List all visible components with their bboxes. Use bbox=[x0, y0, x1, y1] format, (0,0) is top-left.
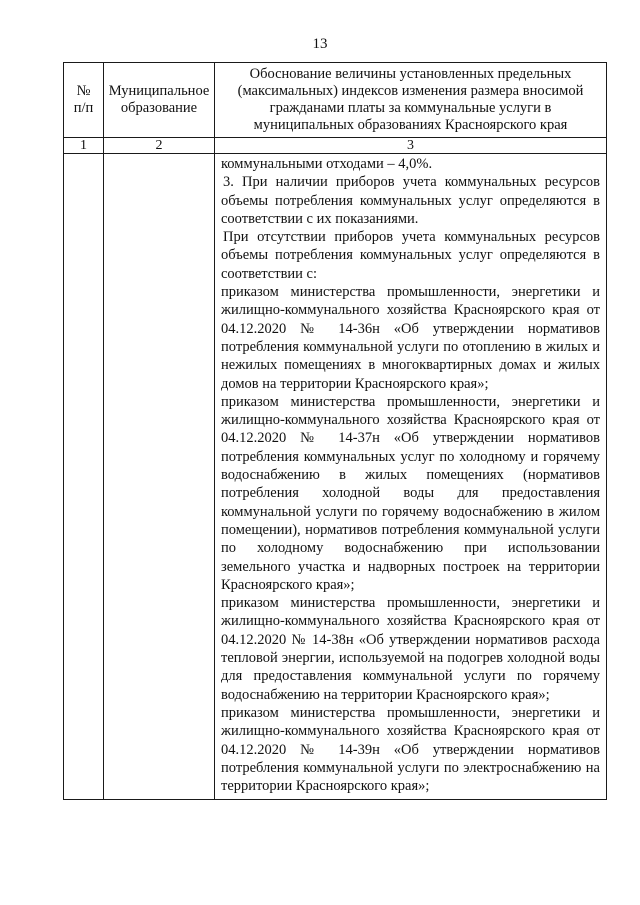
column-index-3: 3 bbox=[215, 138, 607, 154]
header-municipality: Муниципальное образование bbox=[104, 63, 215, 138]
paragraph-order-14-38n: приказом министерства промышленности, энергетики и жилищно-коммунального хозяйства Красноярского края от 04.12.2020 № 14-38н «Об утверждении нормативов расхода тепловой энергии, используемой на подогрев холодной воды для предоставления коммунальной услуги по горячему водоснабжению на территории Красноярского края»; bbox=[221, 595, 600, 703]
row-municipality-cell bbox=[104, 154, 215, 800]
row-num-cell bbox=[64, 154, 104, 800]
column-index-2: 2 bbox=[104, 138, 215, 154]
paragraph-meters-absent: При отсутствии приборов учета коммунальных ресурсов объемы потребления коммунальных услуг определяются в соответствии с: bbox=[221, 229, 600, 282]
header-justification: Обоснование величины установленных предельных (максимальных) индексов изменения размера вносимой гражданами платы за коммунальные услуги в муниципальных образованиях Красноярского края bbox=[215, 63, 607, 138]
justification-table bbox=[63, 62, 607, 800]
header-num: № п/п bbox=[64, 63, 104, 138]
paragraph-waste-index: коммунальными отходами – 4,0%. bbox=[221, 156, 433, 172]
row-justification-cell bbox=[215, 154, 607, 800]
page-number: 13 bbox=[312, 36, 328, 52]
paragraph-order-14-36n: приказом министерства промышленности, энергетики и жилищно-коммунального хозяйства Красноярского края от 04.12.2020 № 14-36н «Об утверждении нормативов потребления коммунальной услуги по отоплению в жилых и нежилых помещениях в многоквартирных домах и жилых домов на территории Красноярского края»; bbox=[221, 284, 600, 392]
paragraph-order-14-39n: приказом министерства промышленности, энергетики и жилищно-коммунального хозяйства Красноярского края от 04.12.2020 № 14-39н «Об утверждении нормативов потребления коммунальной услуги по электроснабжению на территории Красноярского края»; bbox=[221, 704, 600, 795]
paragraph-meters-present: 3. При наличии приборов учета коммунальных ресурсов объемы потребления коммунальных услуг определяются в соответствии с их показаниями. bbox=[221, 174, 600, 227]
paragraph-order-14-37n: приказом министерства промышленности, энергетики и жилищно-коммунального хозяйства Красноярского края от 04.12.2020 № 14-37н «Об утверждении нормативов потребления коммунальных услуг по холодному и горячему водоснабжению в жилых помещениях (нормативов потребления холодной воды для предоставления коммунальной услуги по горячему водоснабжению в жилом помещении), нормативов потребления коммунальной услуги по холодному водоснабжению при использовании земельного участка и надворных построек на территории Красноярского края»; bbox=[221, 393, 600, 593]
column-index-row bbox=[64, 138, 607, 154]
column-index-1: 1 bbox=[64, 138, 104, 154]
table-header-row bbox=[64, 63, 607, 138]
table-row bbox=[64, 154, 607, 800]
